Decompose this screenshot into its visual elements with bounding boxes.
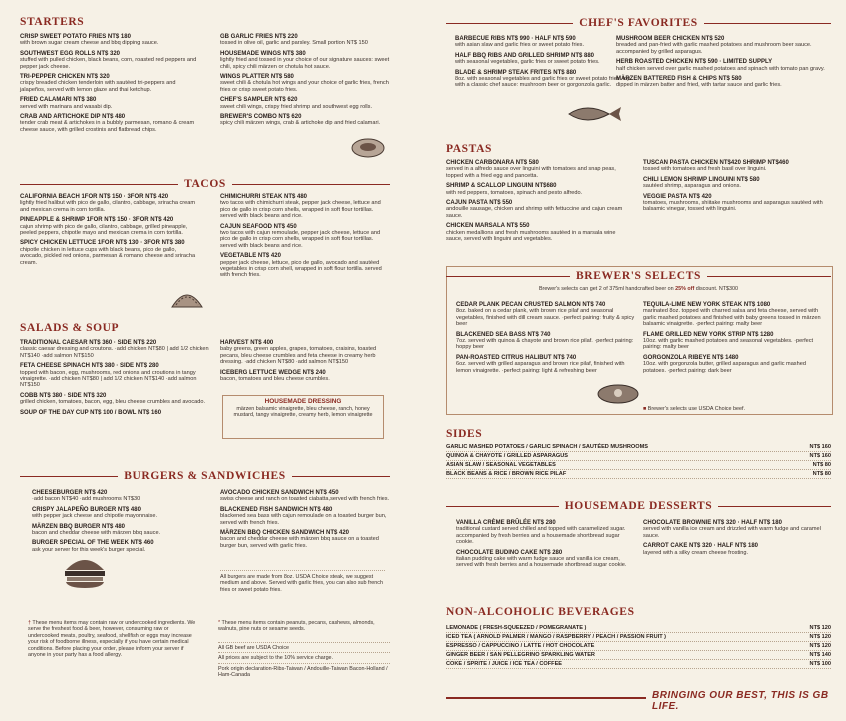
- menu-item-name: FLAME GRILLED NEW YORK STRIP NT$ 1280: [643, 331, 774, 338]
- menu-item: [20, 410, 210, 416]
- menu-item: [643, 332, 823, 351]
- menu-item-name: SOUP OF THE DAY CUP NT$ 100 / BOWL NT$ 160: [20, 409, 162, 416]
- dressing-box: [222, 395, 384, 439]
- menu-item: [20, 340, 210, 359]
- price-row-price: NT$ 120: [809, 634, 831, 640]
- menu-item-desc: with red peppers, tomatoes, spinach and pesto alfredo.: [446, 189, 583, 196]
- menu-item: [643, 160, 833, 173]
- menu-item: [220, 370, 390, 383]
- menu-item-desc: 7oz. served with quinoa & chayote and brown rice pilaf. ·perfect pairing: hoppy beer: [456, 338, 634, 351]
- menu-item: [616, 36, 831, 55]
- menu-item: [32, 490, 202, 503]
- menu-item-name: AVOCADO CHICKEN SANDWICH NT$ 450: [220, 490, 339, 496]
- menu-item-name: CARROT CAKE NT$ 320 · HALF NT$ 180: [643, 543, 759, 550]
- menu-item: [20, 51, 200, 70]
- menu-item-desc: marinated 8oz. topped with charred salsa and feta cheese, served with garlic mashed potatoes and finished with baby greens tossed in märzen balsamic vinaigrette. ·perfect pairing: malty beer: [643, 308, 821, 328]
- menu-item-desc: tossed with tomatoes and fresh basil over linguini.: [643, 166, 767, 173]
- tagline: BRINGING OUR BEST, THIS IS GB LIFE.: [652, 690, 829, 712]
- menu-item: [20, 393, 210, 406]
- menu-item-name: TRADITIONAL CAESAR NT$ 360 · SIDE NT$ 220: [20, 340, 157, 346]
- menu-item-desc: crispy breaded chicken tenderloin with sautéed tri-peppers and jalapeños, served with lemon glaze and thai ketchup.: [20, 80, 176, 93]
- brewer-right: [643, 302, 823, 374]
- chef-right: [616, 36, 831, 89]
- menu-item: [220, 34, 390, 47]
- salads-title: SALADS & SOUP: [20, 322, 120, 334]
- menu-item: [446, 160, 626, 179]
- menu-item: [20, 363, 210, 389]
- price-row-name: GINGER BEER / SAN PELLEGRINO SPARKLING WATER: [446, 652, 595, 658]
- menu-item: [643, 520, 823, 539]
- burger-icon: [62, 552, 108, 590]
- menu-item-desc: baby greens, green apples, grapes, tomatoes, craisins, toasted pecans, bleu cheese crumbles and feta cheese in creamy herb dressing. ·add chicken NT$80 ·add salmon NT$150: [220, 346, 377, 366]
- price-row-price: NT$ 120: [809, 643, 831, 649]
- footnote-nuts-text: These menu items contain peanuts, pecans, cashews, almonds, walnuts, pine nuts or sesame seeds.: [218, 620, 375, 633]
- beverages-title: NON-ALCOHOLIC BEVERAGES: [446, 606, 635, 618]
- menu-item-name: BLADE & SHRIMP STEAK FRITES NT$ 880: [455, 69, 577, 76]
- footnote-service: All prices are subject to the 10% service charge.: [218, 652, 390, 661]
- menu-item-name: MÄRZEN BBQ BURGER NT$ 480: [32, 523, 126, 530]
- desserts-banner: [446, 500, 831, 512]
- menu-item: [456, 550, 636, 569]
- menu-item: [220, 224, 390, 250]
- menu-item-name: FETA CHEESE SPINACH NT$ 380 · SIDE NT$ 280: [20, 363, 159, 370]
- desserts-title: HOUSEMADE DESSERTS: [564, 500, 713, 512]
- menu-item: [455, 53, 635, 66]
- menu-item-name: MÄRZEN BBQ CHICKEN SANDWICH NT$ 420: [220, 530, 350, 537]
- menu-item-name: CHILI LEMON SHRIMP LINGUINI NT$ 580: [643, 176, 760, 183]
- menu-item: [20, 74, 200, 93]
- menu-item: [20, 97, 200, 110]
- brewer-note: ■ Brewer's selects use USDA Choice beef.: [643, 406, 745, 412]
- beverages-list: [446, 624, 831, 669]
- menu-item-name: CHOCOLATE BROWNIE NT$ 320 · HALF NT$ 180: [643, 520, 782, 526]
- menu-item-desc: sweet chili wings, crispy fried shrimp and southwest egg rolls.: [220, 103, 373, 110]
- price-row: [446, 660, 831, 669]
- brewer-banner: [446, 270, 831, 282]
- brewer-title: BREWER'S SELECTS: [576, 270, 701, 282]
- menu-item-desc: swiss cheese and ranch on toasted ciabatta,served with french fries.: [220, 496, 390, 503]
- menu-item-desc: stuffed with pulled chicken, black beans, corn, roasted red peppers and pepper jack cheese.: [20, 57, 197, 70]
- price-row-price: NT$ 80: [812, 462, 831, 468]
- menu-item-name: CHOCOLATE BUDINO CAKE NT$ 280: [456, 549, 563, 556]
- pastas-left: [446, 160, 626, 242]
- menu-item-desc: andouille sausage, chicken and shrimp with fettuccine and cajun cream sauce.: [446, 206, 623, 219]
- menu-item-desc: with seasonal vegetables, garlic fries or sweet potato fries.: [455, 59, 600, 66]
- menu-item-name: SPICY CHICKEN LETTUCE 1FOR NT$ 130 · 3FOR NT$ 380: [20, 240, 185, 247]
- menu-item: [20, 217, 200, 236]
- menu-item: [220, 340, 390, 366]
- menu-item-name: CHICKEN MARSALA NT$ 550: [446, 223, 530, 230]
- menu-item: [446, 183, 626, 196]
- price-row-name: QUINOA & CHAYOTE / GRILLED ASPARAGUS: [446, 453, 569, 459]
- menu-item-desc: layered with a silky cream cheese frosting.: [643, 549, 749, 556]
- menu-item-desc: classic caesar dressing and croutons. ·add chicken NT$80 | add 1/2 chicken NT$140 ·add salmon NT$150: [20, 346, 209, 359]
- tacos-banner: [20, 178, 390, 190]
- menu-item-desc: tossed in olive oil, garlic and parsley. Small portion NT$ 150: [220, 40, 368, 47]
- menu-item-name: CHIMICHURRI STEAK NT$ 480: [220, 194, 308, 200]
- menu-item-name: BURGER SPECIAL OF THE WEEK NT$ 460: [32, 540, 154, 547]
- burgers-right: [220, 490, 390, 549]
- menu-item-name: BLACKENED SEA BASS NT$ 740: [456, 331, 551, 338]
- menu-item-desc: with pepper jack cheese and chipotle mayonnaise.: [32, 513, 158, 520]
- price-row-price: NT$ 160: [809, 444, 831, 450]
- menu-item: [456, 332, 636, 351]
- menu-item-desc: lightly fried halibut with pico de gallo, cilantro, cabbage, sriracha cream and mexican crema in corn tortilla.: [20, 200, 196, 213]
- tacos-left: [20, 194, 200, 266]
- oyster-icon: [596, 380, 640, 404]
- tagline-rule: [446, 697, 646, 699]
- price-row-name: ICED TEA ( ARNOLD PALMER / MANGO / RASPBERRY / PEACH / PASSION FRUIT ): [446, 634, 667, 640]
- price-row-name: ESPRESSO / CAPPUCCINO / LATTE / HOT CHOCOLATE: [446, 643, 595, 649]
- price-row-name: ASIAN SLAW / SEASONAL VEGETABLES: [446, 462, 556, 468]
- menu-item-desc: spicy chili märzen wings, crab & artichoke dip and fried calamari.: [220, 120, 381, 127]
- menu-item-name: HARVEST NT$ 400: [220, 340, 274, 346]
- starters-left: [20, 34, 200, 133]
- tacos-title: TACOS: [184, 178, 226, 190]
- menu-item-name: COBB NT$ 380 · SIDE NT$ 320: [20, 392, 107, 399]
- taco-icon: [170, 287, 204, 309]
- salads-right: [220, 340, 390, 382]
- footnote-pork: Pork origin declaration-Ribs-Taiwan / Andouille-Taiwan Bacon-Holland / Ham-Canada: [218, 663, 390, 679]
- menu-item: [220, 97, 390, 110]
- menu-item-name: CALIFORNIA BEACH 1FOR NT$ 150 · 3FOR NT$ 420: [20, 194, 169, 200]
- menu-item: [220, 490, 390, 503]
- price-row: [446, 452, 831, 461]
- dressing-text: märzen balsamic vinaigrette, bleu cheese, ranch, honey mustard, tangy vinaigrette, creamy herb, lemon vinaigrette: [233, 406, 373, 419]
- menu-item-desc: served with vanilla ice cream and drizzled with warm fudge and caramel sauce.: [643, 526, 821, 539]
- menu-item-name: CRISPY JALAPEÑO BURGER NT$ 480: [32, 506, 141, 513]
- menu-item-desc: ask your server for this week's burger special.: [32, 546, 146, 553]
- menu-item-name: BREWER'S COMBO NT$ 620: [220, 114, 302, 121]
- menu-item: [20, 114, 200, 133]
- menu-item-name: MUSHROOM BEER CHICKEN NT$ 520: [616, 36, 725, 42]
- footnote-raw: † These menu items may contain raw or undercooked ingredients. We serve the freshest food & beer, however, consuming raw or undercooked meats, poultry, seafood, shellfish or eggs may increase your risk of foodborne illness, especially if you have certain medical conditions. Before placing your order, please inform your server if anyone in your party has a food allergy.: [28, 620, 196, 659]
- menu-item: [456, 520, 636, 546]
- brewer-note-text: Brewer's selects use USDA Choice beef.: [647, 406, 745, 412]
- price-row-name: LEMONADE ( FRESH-SQUEEZED / POMEGRANATE ): [446, 625, 587, 631]
- price-row-price: NT$ 80: [812, 471, 831, 477]
- price-row-price: NT$ 120: [809, 625, 831, 631]
- menu-item-name: BLACKENED FISH SANDWICH NT$ 480: [220, 506, 333, 513]
- menu-item-desc: grilled chicken, tomatoes, bacon, egg, bleu cheese crumbles and avocado.: [20, 399, 206, 406]
- menu-item: [616, 59, 831, 72]
- menu-item-desc: bacon and cheddar cheese with märzen bbq sauce.: [32, 530, 161, 537]
- menu-item-name: SOUTHWEST EGG ROLLS NT$ 320: [20, 50, 121, 57]
- footnote-nuts: * These menu items contain peanuts, pecans, cashews, almonds, walnuts, pine nuts or sesame seeds.: [218, 620, 375, 633]
- menu-item-name: CEDAR PLANK PECAN CRUSTED SALMON NT$ 740: [456, 302, 606, 308]
- price-row-name: GARLIC MASHED POTATOES / GARLIC SPINACH / SAUTÉED MUSHROOMS: [446, 444, 649, 450]
- menu-item-desc: 8oz. baked on a cedar plank, with brown rice pilaf and seasonal vegetables, finished with dill cream sauce. ·perfect pairing: fruity & spicy beer: [456, 308, 635, 328]
- menu-item-name: GB GARLIC FRIES NT$ 220: [220, 34, 298, 40]
- menu-item-desc: two tacos with chimichurri steak, pepper jack cheese, lettuce and pico de gallo in crisp corn shells, wrapped in soft flour tortillas. served with black beans and rice.: [220, 200, 381, 220]
- menu-item-desc: ·add bacon NT$40 ·add mushrooms NT$30: [32, 496, 141, 503]
- menu-item: [220, 530, 390, 549]
- tacos-right: [220, 194, 390, 279]
- menu-item: [32, 540, 202, 553]
- menu-item-name: BARBECUE RIBS NT$ 990 · HALF NT$ 590: [455, 36, 576, 42]
- menu-item: [455, 70, 635, 89]
- menu-item-name: CHEESEBURGER NT$ 420: [32, 490, 108, 496]
- price-row-price: NT$ 140: [809, 652, 831, 658]
- menu-item-desc: tender crab meat & artichokes in a bubbly parmesan, romano & cream cheese sauce, with grilled crostinis and flatbread chips.: [20, 120, 195, 133]
- menu-item-desc: with asian slaw and garlic fries or sweet potato fries.: [455, 42, 585, 49]
- menu-item-desc: chipotle chicken in lettuce cups with black beans, pico de gallo, avocado, pickled red onions, parmesan & romano cheese and sriracha cream.: [20, 246, 196, 266]
- sides-title: SIDES: [446, 428, 483, 440]
- menu-item-desc: chicken medallions and fresh mushrooms sautéed in a marsala wine sauce, served with linguini and vegetables.: [446, 229, 616, 243]
- price-row: [446, 461, 831, 470]
- menu-item-desc: two tacos with cajun remoulade, pepper jack cheese, lettuce and pico de gallo in crisp corn shells, wrapped in soft flour tortillas. served with black beans and rice.: [220, 230, 381, 249]
- menu-item-desc: dipped in märzen batter and fried, with tartar sauce and garlic fries.: [616, 82, 782, 89]
- price-row: [446, 642, 831, 651]
- menu-item-desc: 10oz. with gorgonzola butter, grilled asparagus and garlic mashed potatoes. ·perfect pairing: dark beer: [643, 361, 806, 374]
- footnote-raw-text: These menu items may contain raw or undercooked ingredients. We serve the freshest food & beer, however, consuming raw or undercooked meats, poultry, seafood, shellfish or eggs may increase your risk of foodborne illness, especially if you have certain medical conditions. Before placing your order, please inform your server if anyone in your party has a food allergy.: [28, 620, 196, 659]
- starters-title: STARTERS: [20, 16, 85, 28]
- menu-item: [220, 114, 390, 127]
- menu-item-name: CAJUN PASTA NT$ 550: [446, 200, 513, 207]
- menu-item-desc: served in a alfredo sauce over linguini with tomatoes and snap peas, topped with a fried egg and pancetta.: [446, 166, 616, 179]
- menu-item-desc: 6oz. served with grilled asparagus and brown rice pilaf, finished with lemon vinaigrette. ·perfect pairing: light & refreshing beer: [456, 361, 625, 374]
- menu-item-desc: bacon, tomatoes and bleu cheese crumbles.: [220, 376, 330, 383]
- menu-item-name: FRIED CALAMARI NT$ 380: [20, 97, 97, 104]
- burgers-left: [32, 490, 202, 553]
- menu-item-name: HALF BBQ RIBS AND GRILLED SHRIMP NT$ 880: [455, 52, 595, 59]
- menu-item: [643, 302, 823, 328]
- menu-item-desc: sautéed shrimp, asparagus and onions.: [643, 183, 741, 190]
- menu-item-name: TRI-PEPPER CHICKEN NT$ 320: [20, 74, 110, 81]
- menu-item: [220, 507, 390, 526]
- price-row-price: NT$ 100: [809, 661, 831, 667]
- menu-item: [643, 355, 823, 374]
- menu-item-desc: tomatoes, mushrooms, shiitake mushrooms and asparagus sautéed with balsamic vinegar, tossed with linguini.: [643, 200, 823, 213]
- menu-item-name: TUSCAN PASTA CHICKEN NT$420 SHRIMP NT$460: [643, 160, 789, 166]
- menu-item-name: WINGS PLATTER NT$ 580: [220, 74, 294, 81]
- burgers-banner: [20, 470, 390, 482]
- price-row: [446, 624, 831, 633]
- brewer-intro-a: Brewer's selects can get 2 of 375ml handcrafted beer on: [538, 286, 676, 292]
- menu-item-name: CRAB AND ARTICHOKE DIP NT$ 480: [20, 114, 126, 121]
- menu-item-name: PAN-ROASTED CITRUS HALIBUT NT$ 740: [456, 354, 577, 361]
- brewer-intro: [446, 286, 831, 292]
- starters-right: [220, 34, 390, 127]
- price-row-price: NT$ 160: [809, 453, 831, 459]
- menu-item-name: GORGONZOLA RIBEYE NT$ 1480: [643, 354, 739, 361]
- menu-item-name: CHICKEN CARBONARA NT$ 580: [446, 160, 539, 166]
- menu-item-desc: cajun shrimp with pico de gallo, cilantro, cabbage, grilled pineapple, peeled peppers, chipotle mayo and mexican crema in corn tortilla.: [20, 223, 188, 237]
- menu-item-desc: blackened sea bass with cajun remoulade on a toasted burger bun, served with french fries.: [220, 513, 387, 526]
- desserts-right: [643, 520, 823, 556]
- pastas-title: PASTAS: [446, 143, 492, 155]
- menu-item: [220, 74, 390, 93]
- menu-item-name: PINEAPPLE & SHRIMP 1FOR NT$ 150 · 3FOR NT$ 420: [20, 217, 174, 224]
- chef-title: CHEF'S FAVORITES: [579, 17, 698, 29]
- menu-item-desc: sweet chili & chotula hot wings and your choice of garlic fries, french fries or crisp sweet potato fries.: [220, 80, 389, 93]
- footnote-beef: All GB beef are USDA Choice: [218, 642, 390, 651]
- menu-item-name: MÄRZEN BATTERED FISH & CHIPS NT$ 580: [616, 76, 742, 83]
- menu-item: [456, 302, 636, 328]
- menu-item: [220, 51, 390, 70]
- dressing-title: HOUSEMADE DRESSING: [264, 398, 342, 405]
- sides-list: [446, 443, 831, 479]
- brewer-left: [456, 302, 636, 374]
- chef-left: [455, 36, 635, 89]
- menu-item-desc: half chicken served over garlic mashed potatoes and spinach with tomato pan gravy.: [616, 65, 825, 72]
- price-row: [446, 443, 831, 452]
- salads-left: [20, 340, 210, 416]
- menu-item-desc: served with marinara and wasabi dip.: [20, 103, 113, 110]
- menu-item-name: TEQUILA-LIME NEW YORK STEAK NT$ 1080: [643, 302, 771, 308]
- menu-item-name: VANILLA CRÈME BRÛLÉE NT$ 280: [456, 520, 556, 526]
- chef-banner: [446, 17, 831, 29]
- menu-item-desc: topped with bacon, egg, mushrooms, red onions and croutions in tangy vinaigrette. ·add chicken NT$80 | add 1/2 chicken NT$140 ·add salmon NT$150: [20, 369, 197, 389]
- price-row-name: BLACK BEANS & RICE / BROWN RICE PILAF: [446, 471, 567, 477]
- menu-item-name: HOUSEMADE WINGS NT$ 380: [220, 50, 306, 57]
- price-row-name: COKE / SPRITE / JUICE / ICE TEA / COFFEE: [446, 661, 563, 667]
- price-row: [446, 651, 831, 660]
- price-row: [446, 633, 831, 642]
- menu-item-desc: traditional custard served chilled and topped with caramelized sugar. accompanied by fresh berries and a housemade shortbread sugar cookie.: [456, 526, 626, 546]
- menu-item-name: CRISP SWEET POTATO FRIES NT$ 180: [20, 34, 131, 40]
- menu-item: [643, 194, 833, 213]
- menu-item-desc: lightly fried and tossed in your choice of our signature sauces: sweet chili, spicy chili märzen or chotula hot sauce.: [220, 57, 390, 70]
- menu-item: [446, 223, 626, 242]
- menu-item: [32, 507, 202, 520]
- desserts-left: [456, 520, 636, 569]
- menu-item-desc: 10oz. with garlic mashed potatoes and seasonal vegetables. ·perfect pairing: malty beer: [643, 338, 814, 351]
- fish-icon: [565, 104, 625, 124]
- menu-item: [20, 240, 200, 266]
- menu-item-name: CAJUN SEAFOOD NT$ 450: [220, 223, 297, 230]
- menu-item: [616, 76, 831, 89]
- menu-item: [446, 200, 626, 219]
- menu-item: [643, 543, 823, 556]
- menu-item-desc: bacon and cheddar cheese with märzen bbq sauce on a toasted burger bun, served with garlic fries.: [220, 536, 379, 549]
- menu-item-desc: with brown sugar cream cheese and bbq dipping sauce.: [20, 40, 159, 47]
- menu-item: [455, 36, 635, 49]
- burgers-title: BURGERS & SANDWICHES: [124, 470, 286, 482]
- menu-item: [20, 34, 200, 47]
- menu-item: [456, 355, 636, 374]
- burgers-note: All burgers are made from 8oz. USDA Choice steak, we suggest medium and above. Served with garlic fries, you can also sub french fries or sweet potato fries.: [220, 570, 385, 593]
- menu-item: [643, 177, 833, 190]
- brewer-intro-c: discount. NT$300: [694, 286, 739, 292]
- menu-item-name: VEGETABLE NT$ 420: [220, 253, 281, 260]
- menu-item-desc: pepper jack cheese, lettuce, pico de gallo, avocado and sautéed vegetables in crisp corn shell, wrapped in soft flour tortilla. served with french fries.: [220, 259, 382, 279]
- menu-item-name: ICEBERG LETTUCE WEDGE NT$ 240: [220, 369, 326, 376]
- menu-item: [220, 194, 390, 220]
- menu-item-name: HERB ROASTED CHICKEN NT$ 590 · LIMITED SUPPLY: [616, 59, 773, 66]
- menu-item: [20, 194, 200, 213]
- menu-item: [220, 253, 390, 279]
- menu-item-name: CHEF'S SAMPLER NT$ 620: [220, 97, 298, 104]
- menu-item-name: VEGGIE PASTA NT$ 420: [643, 193, 712, 200]
- menu-item-name: SHRIMP & SCALLOP LINGUINI NT$680: [446, 183, 557, 190]
- menu-item-desc: breaded and pan-fried with garlic mashed potatoes and mushroom beer sauce. accompanied by grilled asparagus.: [616, 42, 812, 55]
- menu-item-desc: italian pudding cake with warm fudge sauce and vanilla ice cream, served with fresh berries and a housemade shortbread sugar cookie.: [456, 556, 627, 569]
- plate-icon: [350, 133, 386, 159]
- menu-item: [32, 524, 202, 537]
- brewer-intro-b: 25% off: [675, 286, 695, 292]
- pastas-right: [643, 160, 833, 213]
- menu-item-desc: 8oz. with seasonal vegetables and garlic fries or sweet potato fries. top with a classic chef sauce: mushroom beer or gorgonzola garlic.: [455, 76, 631, 89]
- price-row: [446, 470, 831, 479]
